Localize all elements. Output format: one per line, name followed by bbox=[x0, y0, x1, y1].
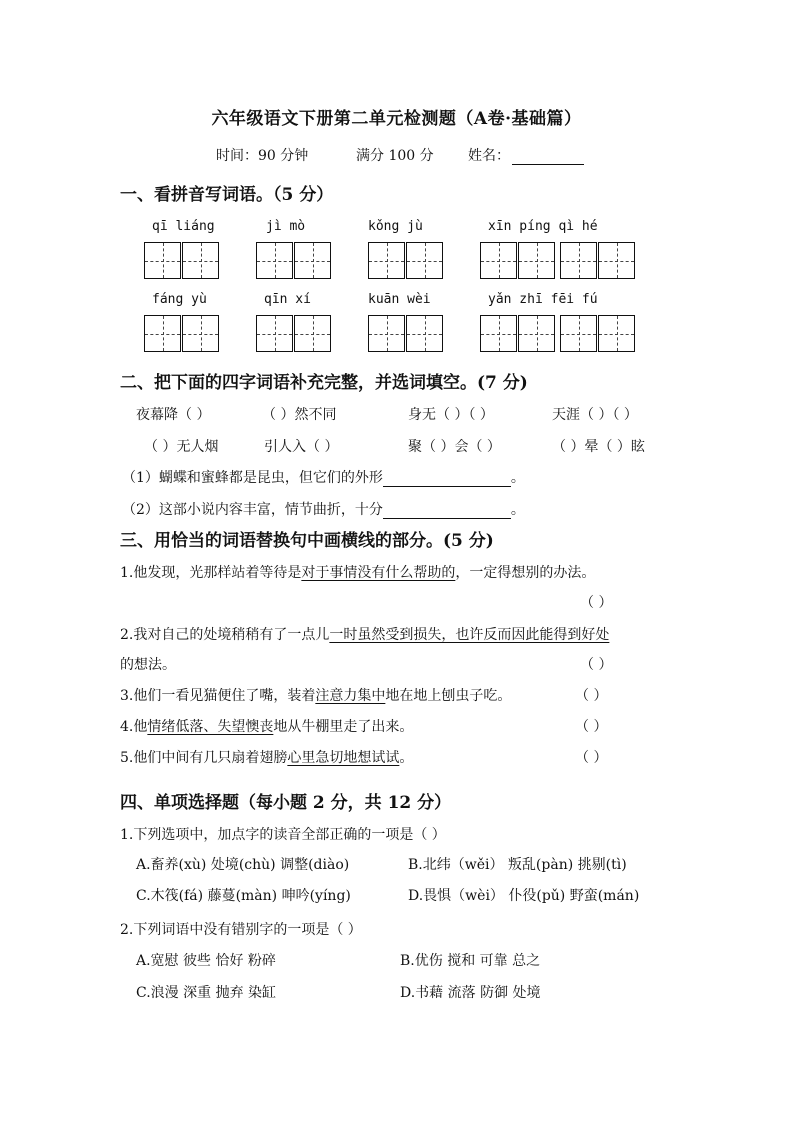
idiom-item[interactable]: 天涯（ ）（ ） bbox=[552, 407, 638, 423]
choice-option-c[interactable]: C.浪漫 深重 抛弃 染缸 bbox=[136, 985, 277, 1001]
writing-box[interactable] bbox=[182, 315, 219, 352]
section-3-heading: 三、用恰当的词语替换句中画横线的部分。(5 分) bbox=[120, 531, 494, 551]
time-label: 时间：90 分钟 bbox=[216, 148, 309, 164]
choice-option-c[interactable]: C.木筏(fá) 藤蔓(màn) 呻吟(yíng) bbox=[136, 888, 351, 904]
fill-question-1: （1）蝴蝶和蜜蜂都是昆虫，但它们的外形 。 bbox=[122, 470, 525, 486]
writing-box[interactable] bbox=[294, 242, 331, 279]
page-title: 六年级语文下册第二单元检测题（A卷·基础篇） bbox=[211, 109, 582, 129]
writing-box[interactable] bbox=[560, 315, 597, 352]
answer-paren[interactable]: （ ） bbox=[575, 688, 608, 704]
answer-paren[interactable]: （ ） bbox=[575, 719, 608, 735]
writing-box[interactable] bbox=[598, 315, 635, 352]
pinyin-1: qī liáng bbox=[152, 219, 215, 234]
writing-box[interactable] bbox=[480, 242, 517, 279]
idiom-item[interactable]: （ ）晕（ ）眩 bbox=[552, 439, 645, 455]
section-2-heading: 二、把下面的四字词语补充完整，并选词填空。(7 分) bbox=[120, 373, 528, 393]
replace-question-1: 1.他发现，光那样站着等待是对于事情没有什么帮助的，一定得想别的办法。 bbox=[120, 565, 596, 581]
writing-box[interactable] bbox=[256, 242, 293, 279]
idiom-item[interactable]: （ ）然不同 bbox=[262, 407, 337, 423]
writing-box[interactable] bbox=[480, 315, 517, 352]
writing-box[interactable] bbox=[368, 315, 405, 352]
replace-question-2: 2.我对自己的处境稍稍有了一点儿一时虽然受到损失，也许反而因此能得到好处 bbox=[120, 627, 610, 643]
section-4-heading: 四、单项选择题（每小题 2 分，共 12 分） bbox=[120, 793, 452, 813]
pinyin-5: fáng yù bbox=[152, 292, 207, 307]
pinyin-3: kǒng jù bbox=[368, 219, 423, 234]
underlined-phrase: 对于事情没有什么帮助的 bbox=[301, 565, 456, 581]
idiom-item[interactable]: 聚（ ）会（ ） bbox=[408, 439, 501, 455]
answer-blank[interactable] bbox=[383, 504, 511, 519]
writing-box[interactable] bbox=[182, 242, 219, 279]
idiom-item[interactable]: （ ）无人烟 bbox=[144, 439, 219, 455]
replace-question-5: 5.他们中间有几只扇着翅膀心里急切地想试试。 bbox=[120, 750, 414, 766]
choice-option-d[interactable]: D.书藉 流落 防御 处境 bbox=[400, 985, 541, 1001]
writing-box[interactable] bbox=[406, 315, 443, 352]
answer-paren[interactable]: （ ） bbox=[580, 595, 613, 611]
replace-question-3: 3.他们一看见猫便住了嘴，装着注意力集中地在地上刨虫子吃。 bbox=[120, 688, 512, 704]
writing-box[interactable] bbox=[406, 242, 443, 279]
answer-paren[interactable]: （ ） bbox=[575, 750, 608, 766]
writing-box[interactable] bbox=[368, 242, 405, 279]
underlined-phrase: 一时虽然受到损失，也许反而因此能得到好处 bbox=[329, 627, 610, 643]
writing-box[interactable] bbox=[144, 315, 181, 352]
choice-option-b[interactable]: B.优伤 搅和 可靠 总之 bbox=[400, 953, 541, 969]
score-label: 满分 100 分 bbox=[356, 148, 434, 164]
choice-option-a[interactable]: A.宽慰 彼些 恰好 粉碎 bbox=[136, 953, 276, 969]
pinyin-4: xīn píng qì hé bbox=[488, 219, 598, 234]
fill-question-2: （2）这部小说内容丰富，情节曲折，十分 。 bbox=[122, 502, 525, 518]
underlined-phrase: 注意力集中 bbox=[315, 688, 386, 704]
writing-box[interactable] bbox=[256, 315, 293, 352]
pinyin-6: qīn xí bbox=[264, 292, 311, 307]
choice-option-d[interactable]: D.畏惧（wèi） 仆役(pǔ) 野蛮(mán) bbox=[408, 888, 640, 904]
pinyin-8: yǎn zhī fēi fú bbox=[488, 292, 598, 307]
writing-box[interactable] bbox=[518, 315, 555, 352]
choice-question-1: 1.下列选项中，加点字的读音全部正确的一项是（ ） bbox=[120, 827, 446, 843]
idiom-item[interactable]: 夜幕降（ ） bbox=[136, 407, 211, 423]
replace-question-4: 4.他情绪低落、失望懊丧地从牛棚里走了出来。 bbox=[120, 719, 414, 735]
idiom-item[interactable]: 引人入（ ） bbox=[264, 439, 339, 455]
pinyin-2: jì mò bbox=[266, 219, 306, 234]
name-label: 姓名： bbox=[468, 148, 510, 164]
answer-paren[interactable]: （ ） bbox=[580, 657, 613, 673]
section-1-heading: 一、看拼音写词语。（5 分） bbox=[120, 185, 334, 205]
pinyin-7: kuān wèi bbox=[368, 292, 431, 307]
name-field[interactable] bbox=[468, 145, 584, 165]
answer-blank[interactable] bbox=[383, 472, 511, 487]
underlined-phrase: 情绪低落、失望懊丧 bbox=[147, 719, 274, 735]
choice-option-b[interactable]: B.北纬（wěi） 叛乱(pàn) 挑剔(tì) bbox=[408, 857, 627, 873]
name-blank[interactable] bbox=[512, 150, 584, 165]
writing-box[interactable] bbox=[560, 242, 597, 279]
replace-question-2-cont: 的想法。 bbox=[120, 657, 176, 673]
choice-option-a[interactable]: A.畜养(xù) 处境(chù) 调整(diào) bbox=[136, 857, 350, 873]
underlined-phrase: 心里急切地想试试 bbox=[287, 750, 400, 766]
writing-box[interactable] bbox=[598, 242, 635, 279]
writing-box[interactable] bbox=[518, 242, 555, 279]
choice-question-2: 2.下列词语中没有错别字的一项是（ ） bbox=[120, 922, 362, 938]
writing-box[interactable] bbox=[294, 315, 331, 352]
writing-box[interactable] bbox=[144, 242, 181, 279]
idiom-item[interactable]: 身无（ ）（ ） bbox=[408, 407, 494, 423]
